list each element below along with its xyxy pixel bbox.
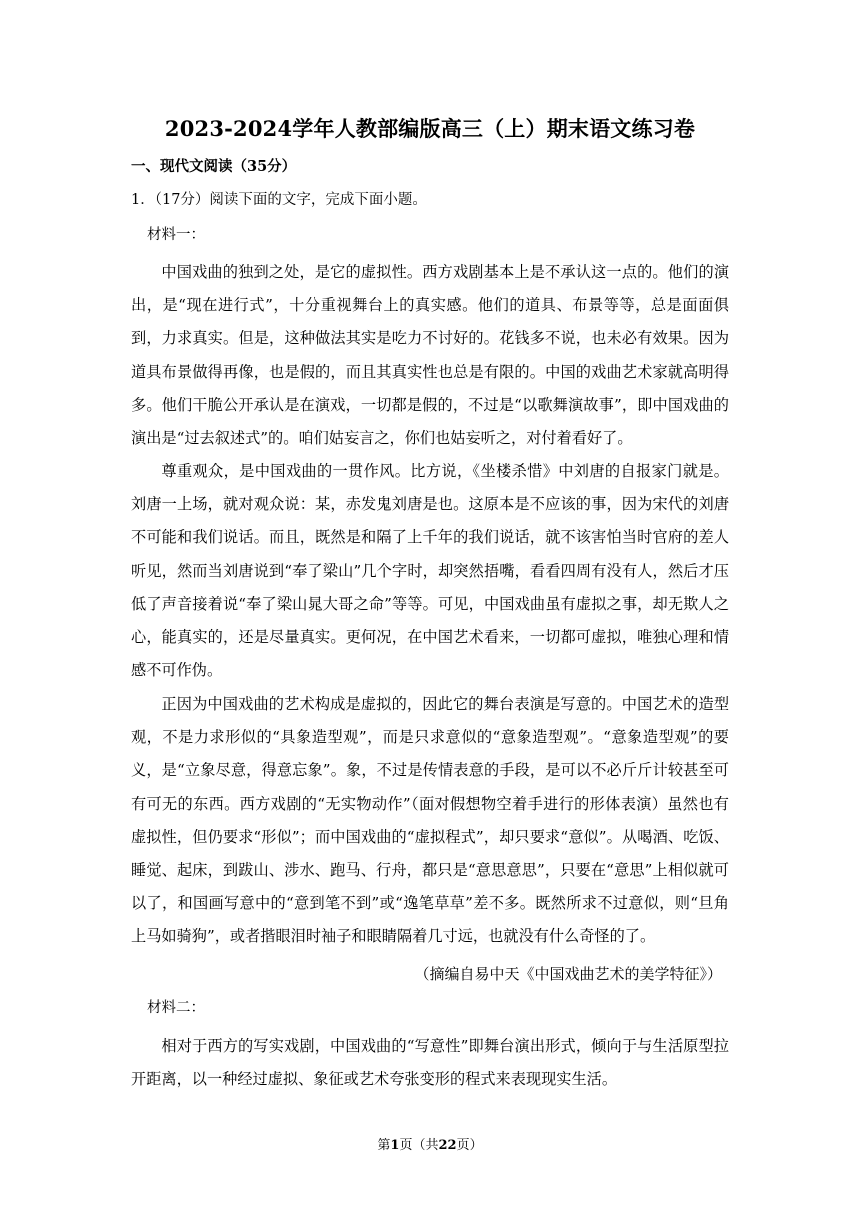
footer-prefix: 第 [377,1138,391,1153]
material-two-paragraph: 相对于西方的写实戏剧，中国戏曲的“写意性”即舞台演出形式，倾向于与生活原型拉开距离，以一种经过虚拟、象征或艺术夸张变形的程式来表现现实生活。 [131,1037,729,1089]
footer-total-pages: 22 [438,1138,457,1153]
paragraph-2: 尊重观众，是中国戏曲的一贯作风。比方说，《坐楼杀惜》中刘唐的自报家门就是。刘唐一上场，就对观众说：某，赤发鬼刘唐是也。这原本是不应该的事，因为宋代的刘唐不可能和我们说话。而且，既然是和隔了上千年的我们说话，就不该害怕当时官府的差人听见，然而当刘唐说到“奉了梁山”几个字时，却突然捂嘴，看看四周有没有人，然后才压低了声音接着说“奉了梁山晁大哥之命”等等。可见，中国戏曲虽有虚拟之事，却无欺人之心，能真实的，还是尽量真实。更何况，在中国艺术看来，一切都可虚拟，唯独心理和情感不可作伪。 [131,462,729,680]
footer-middle: 页（共 [399,1138,439,1153]
section-heading: 一、现代文阅读（35分） [131,158,297,175]
material-two-label: 材料二： [147,1000,205,1016]
footer-suffix: 页） [456,1138,483,1153]
material-one-label: 材料一： [147,227,205,243]
footer-page-number: 1 [390,1138,400,1153]
paragraph-1: 中国戏曲的独到之处，是它的虚拟性。西方戏剧基本上是不承认这一点的。他们的演出，是“现在进行式”，十分重视舞台上的真实感。他们的道具、布景等等，总是面面俱到，力求真实。但是，这种做法其实是吃力不讨好的。花钱多不说，也未必有效果。因为道具布景做得再像，也是假的，而且其真实性也总是有限的。中国的戏曲艺术家就高明得多。他们干脆公开承认是在演戏，一切都是假的，不过是“以歌舞演故事”，即中国戏曲的演出是“过去叙述式”的。咱们姑妄言之，你们也姑妄听之，对付着看好了。 [131,263,729,448]
document-title: 2023-2024学年人教部编版高三（上）期末语文练习卷 [164,116,696,141]
paragraph-3: 正因为中国戏曲的艺术构成是虚拟的，因此它的舞台表演是写意的。中国艺术的造型观，不是力求形似的“具象造型观”，而是只求意似的“意象造型观”。“意象造型观”的要义，是“立象尽意，得意忘象”。象，不过是传情表意的手段，是可以不必斤斤计较甚至可有可无的东西。西方戏剧的“无实物动作”（面对假想物空着手进行的形体表演）虽然也有虚拟性，但仍要求“形似”；而中国戏曲的“虚拟程式”，却只要求“意似”。从喝酒、吃饭、睡觉、起床，到跋山、涉水、跑马、行舟，都只是“意思意思”，只要在“意思”上相似就可以了，和国画写意中的“意到笔不到”或“逸笔草草”差不多。既然所求不过意似，则“旦角上马如骑狗”，或者揩眼泪时袖子和眼睛隔着几寸远，也就没有什么奇怪的了。 [131,695,729,946]
page-footer [0,1137,860,1155]
source-citation: （摘编自易中天《中国戏曲艺术的美学特征》） [414,965,722,983]
question-intro: 1．（17分）阅读下面的文字，完成下面小题。 [131,192,427,208]
